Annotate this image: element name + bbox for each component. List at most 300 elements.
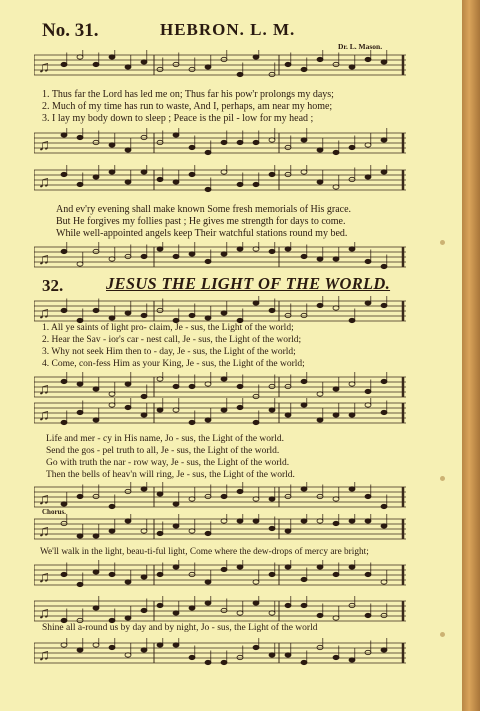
note-head xyxy=(269,408,275,412)
verse-line: 2. Hear the Sav - ior's car - nest call, Je - sus, the Light of the world; xyxy=(42,335,302,345)
clef-icon: ♫ xyxy=(38,523,50,540)
note-head xyxy=(141,254,147,258)
note-head xyxy=(269,172,275,176)
note-head xyxy=(333,413,339,417)
verse-line: Life and mer - cy in His name, Jo - sus, the Light of the world. xyxy=(46,434,284,444)
verse-line: 3. I lay my body down to sleep ; Peace is the pil - low for my head ; xyxy=(42,113,314,124)
note-head xyxy=(365,175,371,179)
note-head xyxy=(93,308,99,312)
note-head xyxy=(253,645,259,649)
note-head xyxy=(221,170,227,174)
note-head xyxy=(109,392,115,396)
note-head xyxy=(61,249,67,253)
note-head xyxy=(317,418,323,422)
note-head xyxy=(333,257,339,261)
note-head xyxy=(301,603,307,607)
note-head xyxy=(237,489,243,493)
note-head xyxy=(189,67,195,71)
note-head xyxy=(125,148,131,152)
note-head xyxy=(317,494,323,498)
note-head xyxy=(333,655,339,659)
clef-icon: ♫ xyxy=(38,251,50,268)
note-head xyxy=(237,182,243,186)
note-head xyxy=(77,182,83,186)
staff-system xyxy=(34,638,406,668)
note-head xyxy=(333,62,339,66)
clef-icon: ♫ xyxy=(38,381,50,398)
note-head xyxy=(189,497,195,501)
note-head xyxy=(317,57,323,61)
staff-lines xyxy=(34,242,406,272)
staff-system xyxy=(34,165,406,195)
note-head xyxy=(77,494,83,498)
note-head xyxy=(157,67,163,71)
note-head xyxy=(189,145,195,149)
note-head xyxy=(157,308,163,312)
note-head xyxy=(189,655,195,659)
note-head xyxy=(157,377,163,381)
note-head xyxy=(317,565,323,569)
note-head xyxy=(221,57,227,61)
note-head xyxy=(349,487,355,491)
note-head xyxy=(141,170,147,174)
note-head xyxy=(125,580,131,584)
note-head xyxy=(189,384,195,388)
note-head xyxy=(365,57,371,61)
note-head xyxy=(285,413,291,417)
note-head xyxy=(301,577,307,581)
note-head xyxy=(285,494,291,498)
note-head xyxy=(205,660,211,664)
note-head xyxy=(317,645,323,649)
note-head xyxy=(221,311,227,315)
staff-system xyxy=(34,514,406,544)
note-head xyxy=(109,257,115,261)
note-head xyxy=(269,249,275,253)
note-head xyxy=(77,262,83,266)
note-head xyxy=(253,601,259,605)
chorus-line-2: Shine all a-round us by day and by night, Jo - sus, the Light of the world xyxy=(42,623,318,633)
note-head xyxy=(173,133,179,137)
note-head xyxy=(253,580,259,584)
note-head xyxy=(237,405,243,409)
note-head xyxy=(301,313,307,317)
verse-line: 3. Why not seek Him then to - day, Je - sus, the Light of the world; xyxy=(42,347,296,357)
note-head xyxy=(93,418,99,422)
wood-edge xyxy=(462,0,480,711)
note-head xyxy=(189,172,195,176)
note-head xyxy=(317,148,323,152)
note-head xyxy=(93,140,99,144)
chorus-label: Chorus. xyxy=(42,508,66,516)
note-head xyxy=(125,489,131,493)
hymn-31-verses-a xyxy=(42,89,334,125)
note-head xyxy=(301,254,307,258)
note-head xyxy=(125,180,131,184)
note-head xyxy=(61,420,67,424)
note-head xyxy=(237,519,243,523)
note-head xyxy=(205,259,211,263)
note-head xyxy=(141,608,147,612)
note-head xyxy=(285,62,291,66)
note-head xyxy=(93,175,99,179)
note-head xyxy=(141,529,147,533)
note-head xyxy=(173,502,179,506)
note-head xyxy=(285,172,291,176)
note-head xyxy=(109,316,115,320)
note-head xyxy=(381,648,387,652)
clef-icon: ♫ xyxy=(38,605,50,622)
note-head xyxy=(109,529,115,533)
note-head xyxy=(333,150,339,154)
note-head xyxy=(301,67,307,71)
note-head xyxy=(93,570,99,574)
note-head xyxy=(125,405,131,409)
note-head xyxy=(173,408,179,412)
note-head xyxy=(77,382,83,386)
note-head xyxy=(269,497,275,501)
note-head xyxy=(157,177,163,181)
note-head xyxy=(237,384,243,388)
note-head xyxy=(301,138,307,142)
note-head xyxy=(141,648,147,652)
note-head xyxy=(269,526,275,530)
note-head xyxy=(125,616,131,620)
note-head xyxy=(381,264,387,268)
note-head xyxy=(221,494,227,498)
note-head xyxy=(349,177,355,181)
note-head xyxy=(317,257,323,261)
staff-lines xyxy=(34,128,406,158)
note-head xyxy=(77,534,83,538)
staff-lines xyxy=(34,165,406,195)
verse-line: Then the bells of heav'n will ring, Je - sus, the Light of the world. xyxy=(46,470,295,480)
note-head xyxy=(125,65,131,69)
note-head xyxy=(173,611,179,615)
note-head xyxy=(77,648,83,652)
note-head xyxy=(189,313,195,317)
note-head xyxy=(109,170,115,174)
note-head xyxy=(93,534,99,538)
verse-line: 1. All ye saints of light pro- claim, Je - sus, the Light of the world; xyxy=(42,323,294,333)
note-head xyxy=(61,502,67,506)
note-head xyxy=(125,311,131,315)
note-head xyxy=(109,504,115,508)
note-head xyxy=(381,303,387,307)
hymn-32-verses-b xyxy=(46,433,295,481)
note-head xyxy=(381,170,387,174)
note-head xyxy=(253,247,259,251)
chorus-line-1: We'll walk in the light, beau-ti-ful light, Come where the dew-drops of mercy are bright; xyxy=(40,547,369,557)
note-head xyxy=(317,303,323,307)
note-head xyxy=(285,313,291,317)
note-head xyxy=(205,601,211,605)
hymn-31-verses-b xyxy=(56,204,351,240)
note-head xyxy=(381,613,387,617)
note-head xyxy=(301,403,307,407)
staff-system xyxy=(34,50,406,80)
note-head xyxy=(93,494,99,498)
note-head xyxy=(253,519,259,523)
staff-lines xyxy=(34,560,406,590)
note-head xyxy=(349,318,355,322)
note-head xyxy=(109,645,115,649)
clef-icon: ♫ xyxy=(38,174,50,191)
note-head xyxy=(61,133,67,137)
note-head xyxy=(365,389,371,393)
note-head xyxy=(269,572,275,576)
note-head xyxy=(205,65,211,69)
staff-lines xyxy=(34,482,406,512)
note-head xyxy=(157,603,163,607)
note-head xyxy=(237,655,243,659)
note-head xyxy=(317,613,323,617)
note-head xyxy=(301,487,307,491)
note-head xyxy=(285,529,291,533)
note-head xyxy=(173,62,179,66)
note-head xyxy=(157,247,163,251)
staff-lines xyxy=(34,638,406,668)
note-head xyxy=(333,306,339,310)
note-head xyxy=(365,613,371,617)
note-head xyxy=(269,611,275,615)
note-head xyxy=(253,301,259,305)
note-head xyxy=(109,572,115,576)
note-head xyxy=(381,138,387,142)
note-head xyxy=(349,65,355,69)
note-head xyxy=(157,492,163,496)
note-head xyxy=(189,572,195,576)
note-head xyxy=(125,653,131,657)
note-head xyxy=(301,170,307,174)
note-head xyxy=(269,72,275,76)
note-head xyxy=(237,611,243,615)
note-head xyxy=(157,531,163,535)
note-head xyxy=(141,575,147,579)
note-head xyxy=(157,643,163,647)
note-head xyxy=(93,606,99,610)
note-head xyxy=(125,382,131,386)
note-head xyxy=(269,384,275,388)
note-head xyxy=(349,247,355,251)
note-head xyxy=(61,172,67,176)
note-head xyxy=(285,565,291,569)
staff-system xyxy=(34,242,406,272)
note-head xyxy=(317,392,323,396)
note-head xyxy=(253,140,259,144)
note-head xyxy=(349,382,355,386)
clef-icon: ♫ xyxy=(38,137,50,154)
staff-lines xyxy=(34,398,406,428)
note-head xyxy=(205,382,211,386)
staff-lines xyxy=(34,514,406,544)
note-head xyxy=(381,504,387,508)
note-head xyxy=(93,62,99,66)
note-head xyxy=(141,135,147,139)
note-head xyxy=(333,616,339,620)
note-head xyxy=(221,660,227,664)
clef-icon: ♫ xyxy=(38,305,50,322)
note-head xyxy=(269,138,275,142)
staff-system xyxy=(34,482,406,512)
note-head xyxy=(317,519,323,523)
note-head xyxy=(365,519,371,523)
note-head xyxy=(125,519,131,523)
note-head xyxy=(381,580,387,584)
note-head xyxy=(173,254,179,258)
hymn-31-number: No. 31. xyxy=(42,20,99,41)
clef-icon: ♫ xyxy=(38,59,50,76)
paper-spot xyxy=(440,476,445,481)
verse-line: 2. Much of my time has run to waste, And I, perhaps, am near my home; xyxy=(42,101,333,112)
note-head xyxy=(93,643,99,647)
note-head xyxy=(77,135,83,139)
note-head xyxy=(141,60,147,64)
note-head xyxy=(205,187,211,191)
note-head xyxy=(365,259,371,263)
note-head xyxy=(157,140,163,144)
note-head xyxy=(381,524,387,528)
note-head xyxy=(173,384,179,388)
note-head xyxy=(333,387,339,391)
note-head xyxy=(205,418,211,422)
note-head xyxy=(173,565,179,569)
note-head xyxy=(141,313,147,317)
note-head xyxy=(301,660,307,664)
note-head xyxy=(269,653,275,657)
note-head xyxy=(221,519,227,523)
note-head xyxy=(237,72,243,76)
note-head xyxy=(253,55,259,59)
note-head xyxy=(157,572,163,576)
note-head xyxy=(205,580,211,584)
clef-icon: ♫ xyxy=(38,647,50,664)
note-head xyxy=(365,494,371,498)
note-head xyxy=(173,524,179,528)
clef-icon: ♫ xyxy=(38,491,50,508)
note-head xyxy=(301,379,307,383)
note-head xyxy=(237,140,243,144)
staff-system xyxy=(34,398,406,428)
hymn-31-composer: Dr. L. Mason. xyxy=(338,42,383,51)
note-head xyxy=(253,497,259,501)
verse-line: While well-appointed angels keep Their watchful stations round my bed. xyxy=(56,228,348,239)
note-head xyxy=(77,410,83,414)
note-head xyxy=(141,413,147,417)
note-head xyxy=(221,140,227,144)
note-head xyxy=(189,606,195,610)
note-head xyxy=(109,403,115,407)
note-head xyxy=(189,529,195,533)
note-head xyxy=(285,384,291,388)
note-head xyxy=(349,565,355,569)
note-head xyxy=(77,55,83,59)
verse-line: Go with truth the nar - row way, Je - sus, the Light of the world. xyxy=(46,458,290,468)
note-head xyxy=(349,519,355,523)
note-head xyxy=(333,572,339,576)
note-head xyxy=(61,643,67,647)
note-head xyxy=(125,254,131,258)
staff-lines xyxy=(34,50,406,80)
hymn-32-verses-a xyxy=(42,322,305,370)
note-head xyxy=(173,643,179,647)
note-head xyxy=(349,413,355,417)
note-head xyxy=(349,603,355,607)
note-head xyxy=(285,247,291,251)
note-head xyxy=(61,62,67,66)
note-head xyxy=(365,143,371,147)
note-head xyxy=(221,567,227,571)
hymn-31-title: HEBRON. L. M. xyxy=(160,20,296,39)
staff-system xyxy=(34,560,406,590)
note-head xyxy=(349,658,355,662)
note-head xyxy=(365,650,371,654)
note-head xyxy=(237,247,243,251)
note-head xyxy=(333,497,339,501)
note-head xyxy=(77,582,83,586)
note-head xyxy=(205,531,211,535)
clef-icon: ♫ xyxy=(38,407,50,424)
note-head xyxy=(205,316,211,320)
note-head xyxy=(333,185,339,189)
staff-system xyxy=(34,128,406,158)
note-head xyxy=(253,182,259,186)
note-head xyxy=(93,249,99,253)
note-head xyxy=(157,408,163,412)
note-head xyxy=(365,572,371,576)
note-head xyxy=(173,180,179,184)
verse-line: 1. Thus far the Lord has led me on; Thus far his pow'r prolongs my days; xyxy=(42,89,334,100)
verse-line: Send the gos - pel truth to all, Je - sus, the Light of the world. xyxy=(46,446,280,456)
note-head xyxy=(237,565,243,569)
note-head xyxy=(189,420,195,424)
note-head xyxy=(61,572,67,576)
clef-icon: ♫ xyxy=(38,569,50,586)
note-head xyxy=(221,408,227,412)
hymn-32-number: 32. xyxy=(42,276,64,295)
note-head xyxy=(205,150,211,154)
note-head xyxy=(381,410,387,414)
note-head xyxy=(61,379,67,383)
note-head xyxy=(365,403,371,407)
note-head xyxy=(269,308,275,312)
note-head xyxy=(93,387,99,391)
paper-spot xyxy=(440,632,445,637)
note-head xyxy=(285,145,291,149)
note-head xyxy=(109,143,115,147)
verse-line: But He forgives my follies past ; He gives me strength for days to come. xyxy=(56,216,346,227)
note-head xyxy=(349,145,355,149)
note-head xyxy=(301,519,307,523)
note-head xyxy=(61,308,67,312)
note-head xyxy=(61,521,67,525)
paper-spot xyxy=(440,240,445,245)
note-head xyxy=(333,521,339,525)
verse-line: And ev'ry evening shall make known Some fresh memorials of His grace. xyxy=(56,204,352,215)
note-head xyxy=(109,55,115,59)
note-head xyxy=(221,377,227,381)
note-head xyxy=(141,487,147,491)
note-head xyxy=(221,252,227,256)
hymn-32-title: JESUS THE LIGHT OF THE WORLD. xyxy=(106,274,391,293)
note-head xyxy=(189,252,195,256)
note-head xyxy=(253,420,259,424)
note-head xyxy=(205,494,211,498)
note-head xyxy=(365,301,371,305)
note-head xyxy=(381,60,387,64)
note-head xyxy=(381,379,387,383)
verse-line: 4. Come, con-fess Him as your King, Je - sus, the Light of the world; xyxy=(42,359,305,369)
